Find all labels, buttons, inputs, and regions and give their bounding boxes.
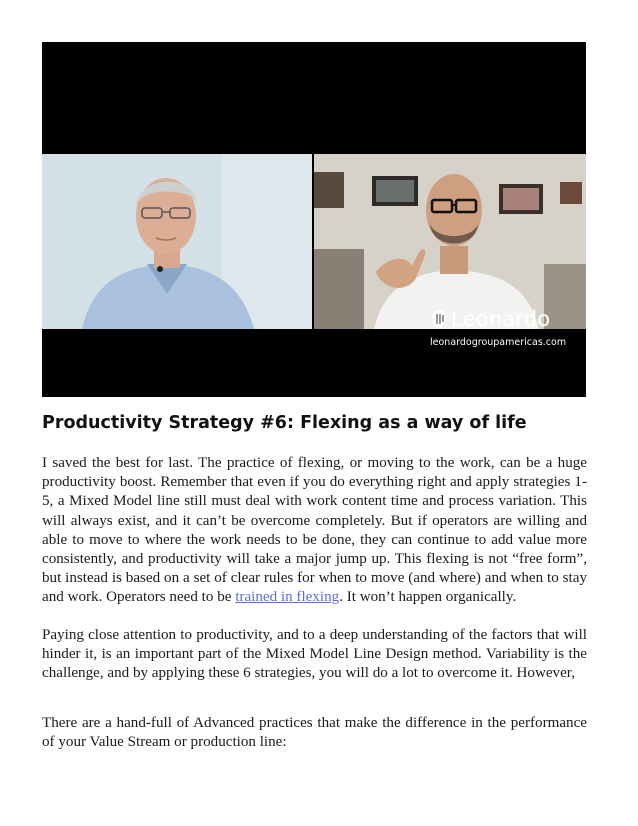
paragraph-flexing (42, 454, 587, 608)
brand-url: leonardogroupamericas.com (430, 337, 567, 348)
leonardo-logo-icon (430, 309, 448, 329)
video-participant-left (42, 154, 312, 329)
article-heading: Productivity Strategy #6: Flexing as a way of life (42, 413, 527, 433)
video-participant-right (314, 154, 586, 329)
brand-name: Leonardo (451, 307, 551, 331)
trained-in-flexing-link[interactable]: trained in flexing (235, 589, 340, 606)
video-frame[interactable] (42, 42, 586, 397)
paragraph-text: I saved the best for last. The practice of flexing, or moving to the work, can be a huge productivity boost. Remember that even if you do everything right and apply strategies 1-5, a Mixed Model line still must deal with work content time and process variation. This will always exist, and it can’t be overcome completely. But if operators are willing and able to move to where the work needs to be done, they can continue to add value more consistently, and productivity will take a major jump up. This flexing is not “free form”, but instead is based on a set of clear rules for when to move (and where) and when to stay and work. Operators need to be (42, 455, 587, 606)
paragraph-advanced-practices: There are a hand-full of Advanced practices that make the difference in the performance of your Value Stream or production line: (42, 715, 587, 751)
paragraph-text: . It won’t happen organically. (339, 589, 517, 606)
paragraph-productivity: Paying close attention to productivity, and to a deep understanding of the factors that will hinder it, is an important part of the Mixed Model Line Design method. Variability is the challenge, and by applying these 6 strategies, you will do a lot to overcome it. However, (42, 627, 587, 682)
brand-watermark (430, 307, 580, 348)
